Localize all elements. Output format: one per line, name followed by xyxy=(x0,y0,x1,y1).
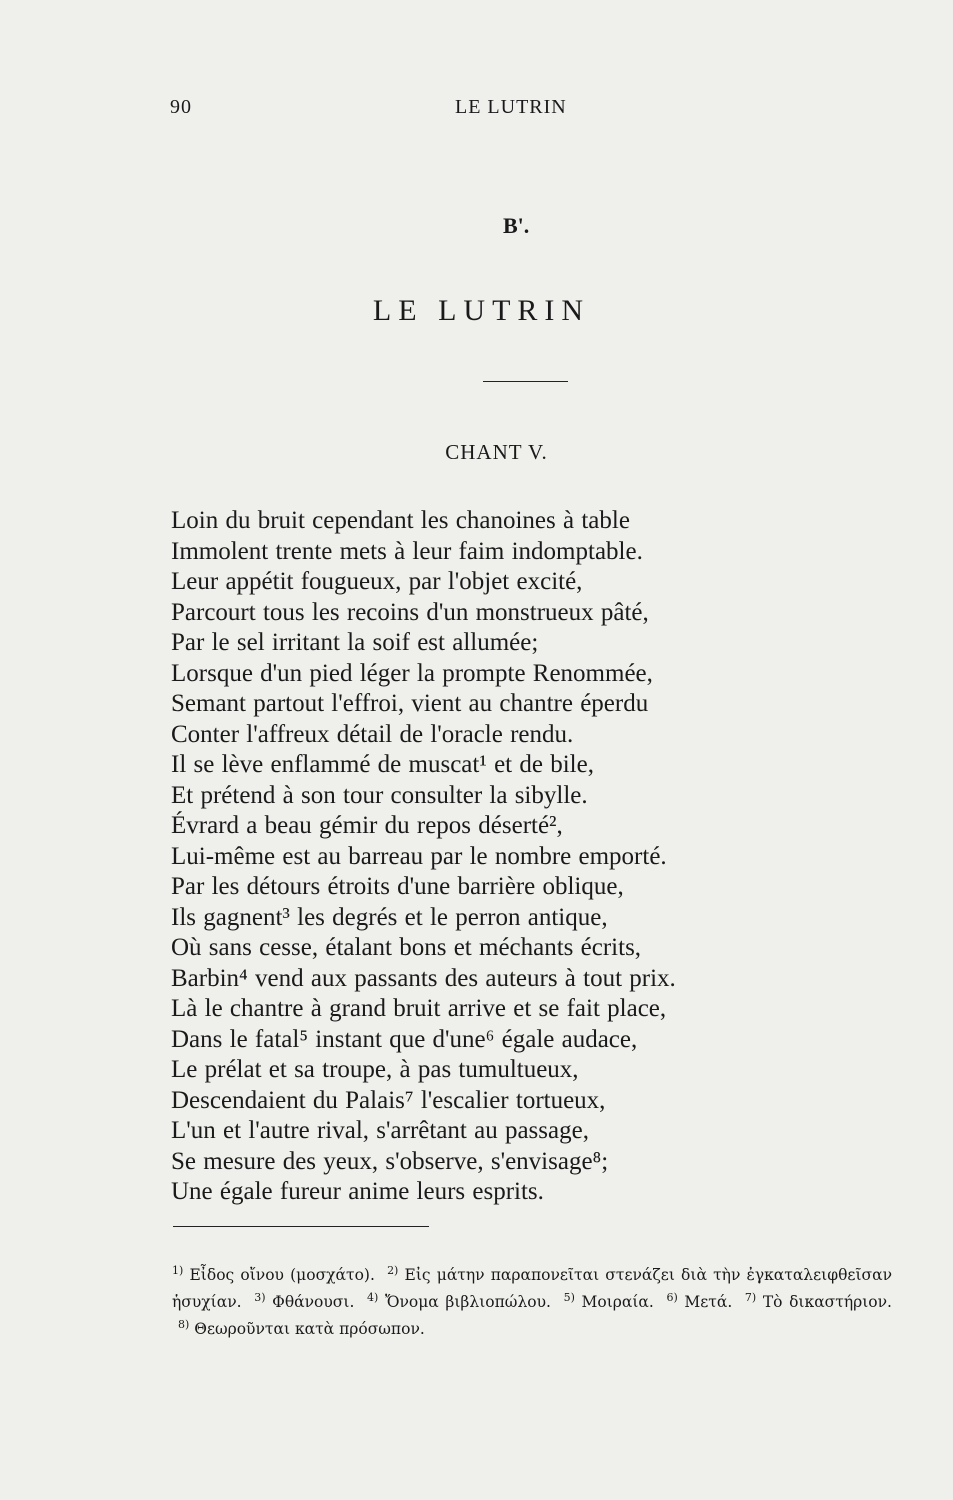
poem-line: Il se lève enflammé de muscat¹ et de bile, xyxy=(171,751,594,778)
title-rule xyxy=(483,381,568,382)
page-header xyxy=(0,96,953,126)
poem-line: Évrard a beau gémir du repos déserté², xyxy=(171,812,563,839)
poem-line: Par les détours étroits d'une barrière oblique, xyxy=(171,873,624,900)
page-title: LE LUTRIN xyxy=(372,294,591,327)
footnote-number: 1) xyxy=(172,1263,184,1277)
footnote-text: Εἰς μάτην παραπονεῖται στενάζει διὰ τὴν ἐγκαταλειφθεῖσαν ἡσυχίαν. xyxy=(172,1266,893,1311)
poem-line: Immolent trente mets à leur faim indomptable. xyxy=(171,537,643,565)
footnote-text: Μοιραία. xyxy=(581,1293,654,1311)
poem-line: Conter l'affreux détail de l'oracle rendu. xyxy=(171,720,574,748)
poem-line: Lui-même est au barreau par le nombre emporté. xyxy=(171,842,667,870)
footnote-text: Εἶδος οἴνου (μοσχάτο). xyxy=(189,1266,375,1284)
poem-line: Leur appétit fougueux, par l'objet excité, xyxy=(171,568,583,595)
page-number: 90 xyxy=(170,96,192,118)
footnote-rule xyxy=(173,1226,429,1227)
footnote-number: 5) xyxy=(563,1290,575,1304)
poem-line: Descendaient du Palais⁷ l'escalier tortueux, xyxy=(171,1086,606,1114)
footnote-number: 4) xyxy=(367,1290,379,1304)
footnotes xyxy=(172,1262,892,1343)
poem-line: Là le chantre à grand bruit arrive et se fait place, xyxy=(171,995,667,1022)
footnote-text: Φθάνουσι. xyxy=(272,1293,355,1311)
poem-line: Loin du bruit cependant les chanoines à table xyxy=(171,507,630,534)
poem-line: Semant partout l'effroi, vient au chantre éperdu xyxy=(171,690,649,717)
chant-heading: CHANT V. xyxy=(445,440,548,464)
poem-line: Où sans cesse, étalant bons et méchants écrits, xyxy=(171,934,642,961)
running-title: LE LUTRIN xyxy=(455,96,567,118)
footnote-text: Ὄνομα βιβλιοπώλου. xyxy=(384,1293,551,1311)
footnote-number: 7) xyxy=(744,1290,757,1304)
footnote-text: Θεωροῦνται κατὰ πρόσωπον. xyxy=(194,1320,425,1338)
footnote-number: 6) xyxy=(666,1290,678,1304)
poem-line: Lorsque d'un pied léger la prompte Renommée, xyxy=(171,659,653,687)
footnote-number: 3) xyxy=(254,1290,266,1304)
section-mark: B'. xyxy=(503,213,530,238)
poem-line: Ils gagnent³ les degrés et le perron antique, xyxy=(171,903,608,931)
poem-line: Le prélat et sa troupe, à pas tumultueux, xyxy=(171,1056,579,1083)
poem-line: Dans le fatal⁵ instant que d'une⁶ égale audace, xyxy=(171,1025,638,1053)
poem-line: Se mesure des yeux, s'observe, s'envisage⁸; xyxy=(171,1147,609,1175)
poem-line: Et prétend à son tour consulter la sibylle. xyxy=(171,781,588,809)
poem-line: Parcourt tous les recoins d'un monstrueux pâté, xyxy=(171,598,649,626)
poem xyxy=(171,506,811,1208)
poem-line: Une égale fureur anime leurs esprits. xyxy=(171,1178,544,1205)
poem-line: Barbin⁴ vend aux passants des auteurs à tout prix. xyxy=(171,964,676,992)
footnote-text: Μετά. xyxy=(684,1293,733,1311)
footnote-number: 2) xyxy=(387,1263,399,1277)
footnote-number: 8) xyxy=(178,1317,190,1331)
footnote-text: Τὸ δικαστήριον. xyxy=(762,1293,892,1311)
poem-line: Par le sel irritant la soif est allumée; xyxy=(171,629,539,656)
poem-line: L'un et l'autre rival, s'arrêtant au passage, xyxy=(171,1117,589,1144)
